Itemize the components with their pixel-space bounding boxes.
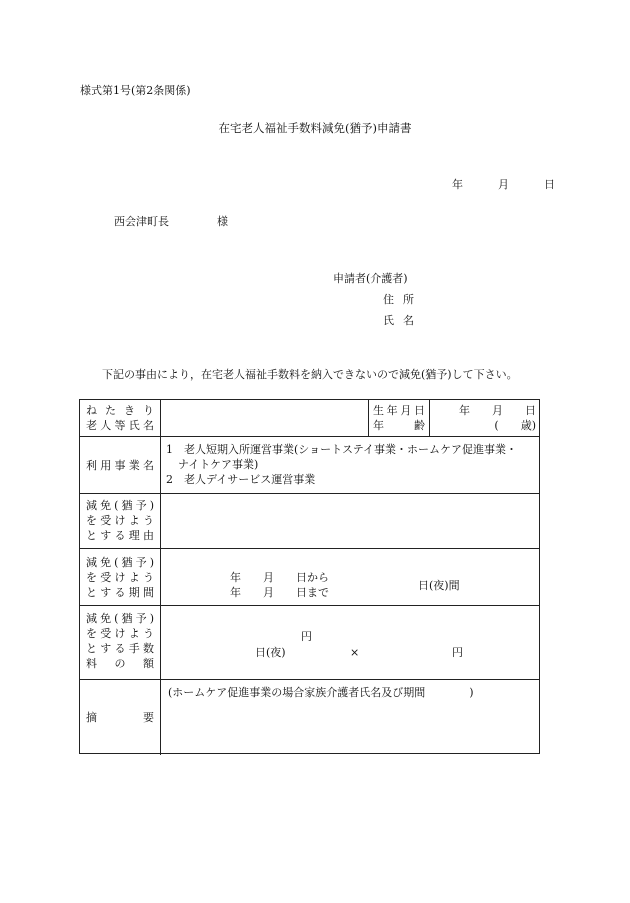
fee-unit-yen: 円 <box>301 630 312 643</box>
service-name-label: 利用事業名 <box>86 459 154 472</box>
dob-column-divider <box>368 400 369 436</box>
service-options <box>166 442 536 487</box>
period-from: 年 月 日から <box>230 571 329 584</box>
date-line <box>452 176 555 192</box>
reason-input[interactable] <box>161 494 539 548</box>
row-divider <box>80 605 539 606</box>
bedridden-name-label: ねたきり 老人等氏名 <box>86 404 154 432</box>
dob-value: 年 月 日 <box>459 404 536 417</box>
period-to: 年 月 日まで <box>230 586 329 599</box>
request-statement: 下記の事由により，在宅老人福祉手数料を納入できないので減免(猶予)して下さい。 <box>102 368 518 381</box>
remarks-label: 摘要 <box>86 711 154 724</box>
addressee <box>114 213 228 229</box>
period-days[interactable]: 日(夜)間 <box>418 579 460 592</box>
reason-label: 減免(猶予) を受けよう とする理由 <box>86 499 154 542</box>
date-day-label: 日 <box>544 178 555 191</box>
fee-days[interactable]: 日(夜) <box>255 646 286 659</box>
application-form-table <box>79 399 540 754</box>
form-number: 様式第1号(第2条関係) <box>80 84 191 97</box>
bedridden-name-input[interactable] <box>161 400 368 436</box>
period-range[interactable] <box>230 570 329 600</box>
addressee-name: 西会津町長 <box>114 215 169 228</box>
dob-value-divider <box>429 400 430 436</box>
row-divider <box>80 548 539 549</box>
row-divider <box>80 436 539 437</box>
service-option-1[interactable]: 1 老人短期入所運営事業(ショートステイ事業・ホームケア促進事業・ <box>166 443 517 456</box>
dob-age-label: 生年月日 年齢 <box>373 404 425 432</box>
addressee-honorific: 様 <box>217 215 228 228</box>
fee-amount-label: 減免(猶予) を受けよう とする手数 料 の 額 <box>86 612 154 670</box>
service-option-2[interactable]: 2 老人デイサービス運営事業 <box>166 473 316 486</box>
applicant-name-label: 氏名 <box>383 314 423 327</box>
label-column-divider <box>160 400 161 755</box>
remarks-note[interactable]: (ホームケア促進事業の場合家族介護者氏名及び期間 ) <box>168 686 474 699</box>
date-year-label: 年 <box>452 178 463 191</box>
applicant-address-label: 住所 <box>383 293 423 306</box>
dob-age-input[interactable] <box>432 403 536 433</box>
document-title: 在宅老人福祉手数料減免(猶予)申請書 <box>218 121 412 135</box>
age-value: ( 歳) <box>494 419 536 432</box>
row-divider <box>80 679 539 680</box>
multiply-sign: × <box>350 646 360 659</box>
fee-total-yen[interactable]: 円 <box>452 646 463 659</box>
period-label: 減免(猶予) を受けよう とする期間 <box>86 556 154 599</box>
date-month-label: 月 <box>498 178 509 191</box>
service-option-1-cont: ナイトケア事業) <box>178 458 259 471</box>
applicant-label: 申請者(介護者) <box>333 272 408 285</box>
